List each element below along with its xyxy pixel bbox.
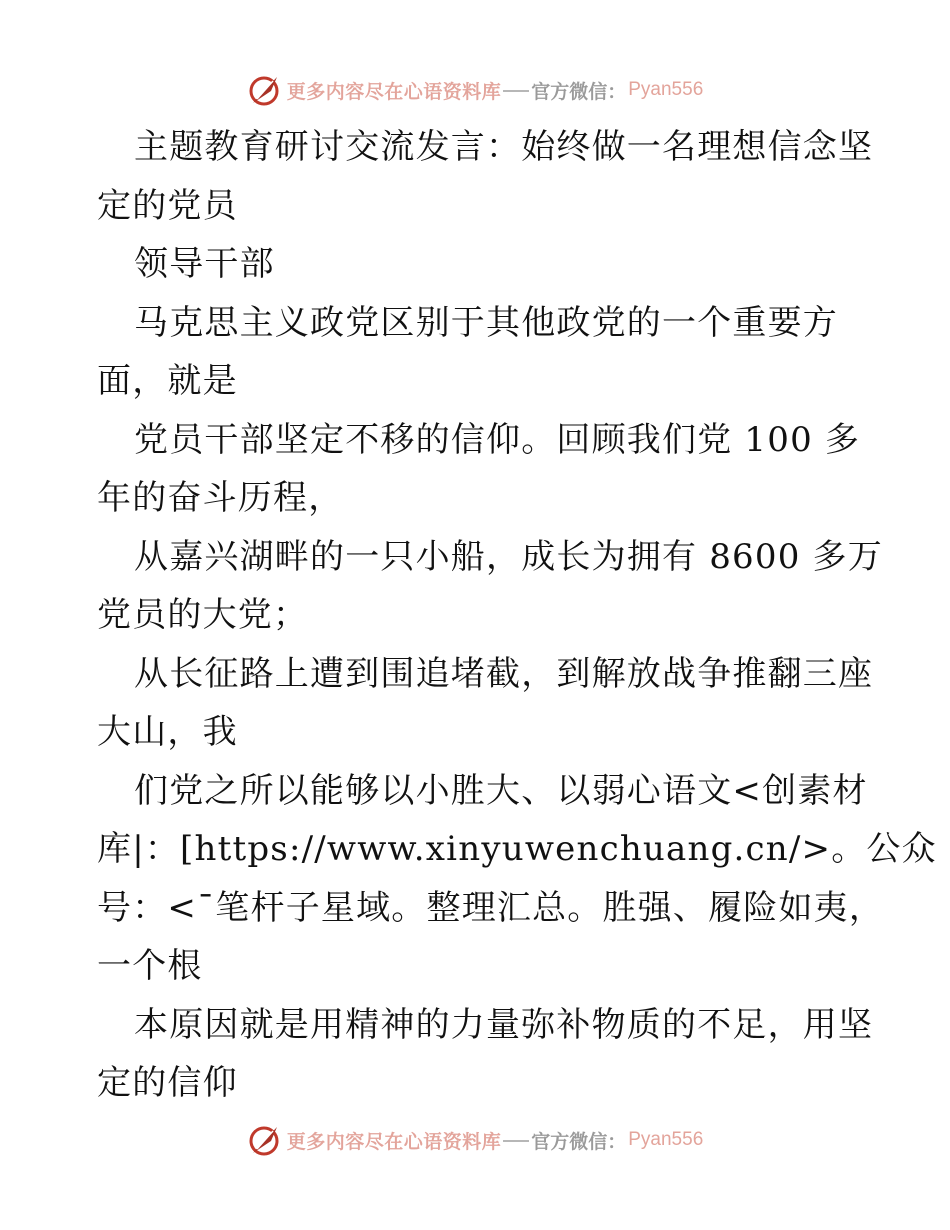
text-line: 定的党员 bbox=[97, 185, 238, 226]
text-line: 从嘉兴湖畔的一只小船，成长为拥有 8600 多万 bbox=[134, 536, 883, 577]
text-line: 党员干部坚定不移的信仰。回顾我们党 100 多 bbox=[134, 419, 861, 460]
watermark-dash bbox=[503, 1140, 529, 1142]
document-body bbox=[97, 118, 937, 1113]
watermark-text: 更多内容尽在心语资料库 bbox=[286, 80, 502, 103]
watermark-dash bbox=[503, 90, 529, 92]
text-line: 本原因就是用精神的力量弥补物质的不足，用坚 bbox=[134, 1004, 874, 1045]
text-line: 大山，我 bbox=[97, 712, 238, 752]
quill-logo-icon bbox=[247, 73, 281, 107]
text-line: 领导干部 bbox=[134, 244, 275, 284]
text-line: 年的奋斗历程， bbox=[97, 478, 344, 518]
text-line: 库|：[https://www.xinyuwenchuang.cn/>。公众 bbox=[97, 829, 937, 869]
footer-watermark bbox=[0, 1120, 950, 1160]
watermark-wechat-id: Pyan556 bbox=[628, 1129, 704, 1150]
text-line: 从长征路上遭到围追堵截，到解放战争推翻三座 bbox=[134, 653, 874, 694]
text-line: 党员的大党； bbox=[97, 595, 309, 635]
text-line: 号：<¯笔杆子星域。整理汇总。胜强、履险如夷， bbox=[97, 887, 885, 928]
text-line: 定的信仰 bbox=[97, 1063, 238, 1103]
watermark-text: 更多内容尽在心语资料库 bbox=[286, 1130, 502, 1153]
text-line: 们党之所以能够以小胜大、以弱心语文<创素材 bbox=[134, 770, 868, 811]
text-line: 主题教育研讨交流发言：始终做一名理想信念坚 bbox=[134, 127, 874, 167]
header-watermark bbox=[0, 70, 950, 110]
text-line: 一个根 bbox=[97, 946, 203, 986]
watermark-wechat-id: Pyan556 bbox=[628, 79, 704, 100]
text-line: 面，就是 bbox=[97, 361, 238, 401]
text-line: 马克思主义政党区别于其他政党的一个重要方 bbox=[134, 302, 838, 343]
watermark-wechat-label: 官方微信： bbox=[531, 1130, 627, 1153]
quill-logo-icon bbox=[247, 1123, 281, 1157]
watermark-wechat-label: 官方微信： bbox=[531, 80, 627, 103]
